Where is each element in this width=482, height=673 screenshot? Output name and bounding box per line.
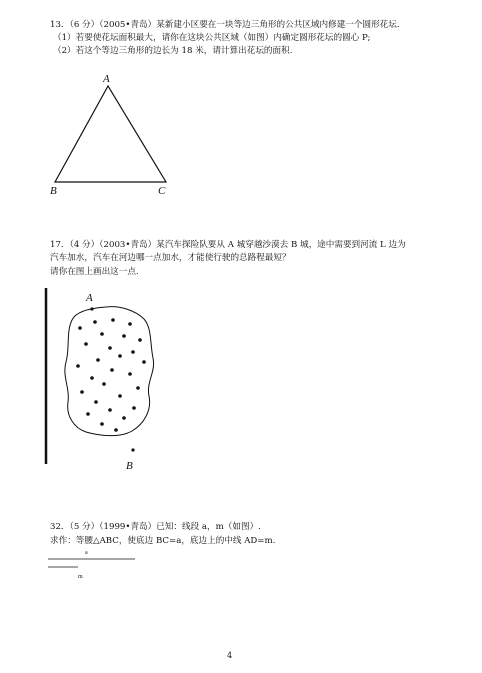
desert-dots (76, 307, 146, 451)
q17-line1: 17．（4 分）（2003•青岛）某汽车探险队要从 A 城穿越沙漠去 B 城，途中需要到河流 L 边为 (50, 240, 406, 250)
segment-label-m: m (78, 574, 83, 580)
q17-line3: 请你在图上画出这一点. (50, 267, 139, 277)
q13-part2: （2）若这个等边三角形的边长为 18 米，请计算出花坛的面积. (53, 46, 293, 56)
q13-part1: （1）若要使花坛面积最大，请你在这块公共区域（如图）内确定圆形花坛的圆心 P; (53, 33, 371, 43)
point-label-a: A (86, 292, 93, 304)
vertex-label-a: A (103, 73, 110, 85)
q13-stem: 13．（6 分）（2005•青岛）某新建小区要在一块等边三角形的公共区域内修建一个圆形花坛. (50, 20, 400, 30)
segments-figure (40, 546, 150, 586)
desert-outline (65, 307, 154, 436)
page-number: 4 (227, 651, 233, 660)
segment-label-a: a (85, 550, 88, 556)
point-label-b: B (126, 460, 133, 472)
q32-line1: 32．（5 分）（1999•青岛）已知：线段 a，m（如图）. (50, 522, 261, 532)
q17-line2: 汽车加水，汽车在河边哪一点加水，才能使行驶的总路程最短？ (50, 253, 291, 263)
desert-figure (40, 284, 170, 474)
triangle-figure (40, 70, 190, 200)
q32-line2: 求作：等腰△ABC，使底边 BC=a，底边上的中线 AD=m. (50, 536, 276, 546)
vertex-label-c: C (158, 185, 166, 197)
vertex-label-b: B (50, 185, 57, 197)
equilateral-triangle (55, 86, 166, 182)
